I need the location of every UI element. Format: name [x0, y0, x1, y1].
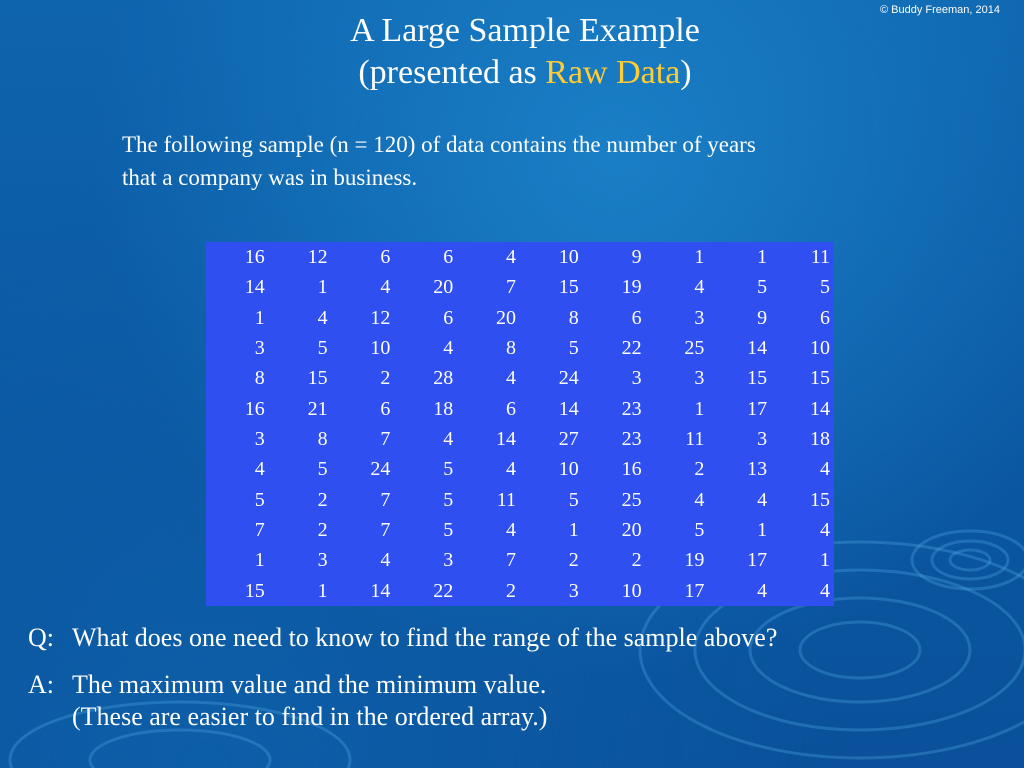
- table-cell: 1: [254, 549, 265, 572]
- table-cell: 27: [558, 428, 579, 451]
- table-cell: 20: [621, 519, 642, 542]
- table-cell: 5: [254, 488, 265, 511]
- table-cell: 14: [244, 276, 265, 299]
- table-cell: 24: [558, 367, 579, 390]
- table-cell: 15: [810, 488, 830, 511]
- table-cell: 14: [370, 579, 391, 602]
- table-row: [206, 454, 834, 484]
- table-cell: 20: [433, 276, 454, 299]
- table-cell: 10: [370, 337, 391, 360]
- table-cell: 4: [505, 367, 516, 390]
- title-line-2: [0, 52, 1024, 94]
- table-cell: 2: [380, 367, 391, 390]
- table-cell: 14: [810, 397, 830, 420]
- table-cell: 4: [380, 549, 391, 572]
- table-row: [206, 303, 834, 333]
- table-cell: 4: [254, 458, 265, 481]
- table-cell: 4: [757, 488, 768, 511]
- table-cell: 14: [558, 397, 579, 420]
- table-cell: 5: [443, 519, 454, 542]
- table-cell: 1: [757, 246, 768, 269]
- table-cell: 10: [558, 246, 579, 269]
- table-cell: 4: [505, 458, 516, 481]
- table-cell: 6: [443, 246, 454, 269]
- slide-title: [0, 10, 1024, 94]
- table-cell: 6: [380, 246, 391, 269]
- table-cell: 11: [496, 488, 516, 511]
- table-cell: 5: [317, 337, 328, 360]
- table-cell: 4: [820, 519, 830, 542]
- table-cell: 4: [694, 276, 705, 299]
- table-cell: 10: [558, 458, 579, 481]
- table-cell: 3: [254, 337, 265, 360]
- table-cell: 6: [443, 306, 454, 329]
- table-cell: 15: [558, 276, 579, 299]
- table-cell: 4: [317, 306, 328, 329]
- title-line-2-suffix: ): [680, 54, 692, 91]
- table-cell: 13: [747, 458, 768, 481]
- table-cell: 3: [757, 428, 768, 451]
- table-cell: 6: [505, 397, 516, 420]
- table-cell: 7: [380, 488, 391, 511]
- table-cell: 8: [317, 428, 328, 451]
- table-cell: 2: [568, 549, 579, 572]
- table-cell: 2: [694, 458, 705, 481]
- table-row: [206, 333, 834, 363]
- table-cell: 3: [443, 549, 454, 572]
- table-cell: 10: [621, 579, 642, 602]
- table-row: [206, 242, 834, 272]
- table-cell: 12: [370, 306, 391, 329]
- table-cell: 15: [810, 367, 830, 390]
- table-cell: 17: [747, 549, 768, 572]
- table-cell: 16: [244, 397, 265, 420]
- table-cell: 18: [810, 428, 830, 451]
- table-cell: 5: [820, 276, 830, 299]
- table-cell: 4: [820, 458, 830, 481]
- table-cell: 1: [694, 397, 705, 420]
- table-cell: 14: [495, 428, 516, 451]
- table-cell: 22: [433, 579, 454, 602]
- question: [28, 622, 777, 654]
- table-cell: 3: [254, 428, 265, 451]
- table-cell: 3: [317, 549, 328, 572]
- table-cell: 4: [443, 337, 454, 360]
- table-cell: 12: [307, 246, 328, 269]
- table-cell: 4: [757, 579, 768, 602]
- raw-data-table: [206, 242, 834, 606]
- table-cell: 23: [621, 428, 642, 451]
- table-cell: 25: [684, 337, 705, 360]
- table-cell: 4: [694, 488, 705, 511]
- table-cell: 17: [747, 397, 768, 420]
- table-cell: 18: [433, 397, 454, 420]
- answer-label: A:: [28, 670, 54, 699]
- table-cell: 20: [495, 306, 516, 329]
- table-cell: 4: [505, 519, 516, 542]
- table-cell: 5: [443, 488, 454, 511]
- answer: [28, 669, 546, 701]
- table-cell: 6: [820, 306, 830, 329]
- table-cell: 23: [621, 397, 642, 420]
- table-cell: 3: [694, 367, 705, 390]
- table-cell: 28: [433, 367, 454, 390]
- table-cell: 5: [568, 488, 579, 511]
- copyright-notice: © Buddy Freeman, 2014: [879, 4, 1000, 16]
- table-row: [206, 424, 834, 454]
- table-row: [206, 363, 834, 393]
- table-cell: 15: [244, 579, 265, 602]
- table-cell: 4: [820, 579, 830, 602]
- table-cell: 3: [631, 367, 642, 390]
- table-cell: 15: [307, 367, 328, 390]
- table-row: [206, 485, 834, 515]
- table-cell: 1: [254, 306, 265, 329]
- table-cell: 5: [694, 519, 705, 542]
- answer-text: The maximum value and the minimum value.: [72, 670, 547, 699]
- table-cell: 1: [694, 246, 705, 269]
- table-row: [206, 515, 834, 545]
- table-cell: 5: [568, 337, 579, 360]
- table-cell: 19: [621, 276, 642, 299]
- table-cell: 11: [810, 246, 830, 269]
- table-cell: 4: [505, 246, 516, 269]
- table-cell: 11: [685, 428, 705, 451]
- table-cell: 1: [757, 519, 768, 542]
- table-cell: 21: [307, 397, 328, 420]
- intro-paragraph: [122, 128, 922, 194]
- table-cell: 1: [317, 276, 328, 299]
- table-cell: 8: [568, 306, 579, 329]
- table-cell: 6: [631, 306, 642, 329]
- table-cell: 7: [380, 519, 391, 542]
- intro-line-1: The following sample (n = 120) of data contains the number of years: [122, 132, 756, 157]
- table-row: [206, 576, 834, 606]
- title-line-2-prefix: (presented as: [358, 54, 546, 91]
- table-cell: 5: [757, 276, 768, 299]
- table-row: [206, 394, 834, 424]
- table-cell: 4: [443, 428, 454, 451]
- table-cell: 7: [380, 428, 391, 451]
- table-cell: 2: [317, 488, 328, 511]
- answer-note: (These are easier to find in the ordered array.): [72, 702, 548, 731]
- table-cell: 1: [820, 549, 830, 572]
- table-cell: 19: [684, 549, 705, 572]
- table-cell: 5: [317, 458, 328, 481]
- table-cell: 2: [317, 519, 328, 542]
- table-cell: 24: [370, 458, 391, 481]
- intro-line-2: that a company was in business.: [122, 165, 418, 190]
- table-cell: 7: [505, 549, 516, 572]
- table-cell: 14: [747, 337, 768, 360]
- table-cell: 3: [694, 306, 705, 329]
- table-cell: 7: [505, 276, 516, 299]
- table-cell: 2: [505, 579, 516, 602]
- title-highlight-raw-data: Raw Data: [545, 54, 681, 91]
- question-text: What does one need to know to find the range of the sample above?: [72, 623, 778, 652]
- title-line-1: A Large Sample Example: [350, 12, 700, 49]
- table-cell: 4: [380, 276, 391, 299]
- table-cell: 1: [317, 579, 328, 602]
- table-cell: 25: [621, 488, 642, 511]
- table-cell: 3: [568, 579, 579, 602]
- table-cell: 2: [631, 549, 642, 572]
- table-row: [206, 545, 834, 575]
- table-row: [206, 272, 834, 302]
- table-cell: 22: [621, 337, 642, 360]
- table-cell: 9: [631, 246, 642, 269]
- table-cell: 5: [443, 458, 454, 481]
- table-cell: 1: [568, 519, 579, 542]
- table-cell: 8: [254, 367, 265, 390]
- table-cell: 10: [810, 337, 830, 360]
- table-cell: 17: [684, 579, 705, 602]
- table-cell: 6: [380, 397, 391, 420]
- table-cell: 9: [757, 306, 768, 329]
- table-cell: 16: [621, 458, 642, 481]
- question-label: Q:: [28, 623, 54, 652]
- table-cell: 15: [747, 367, 768, 390]
- table-cell: 16: [244, 246, 265, 269]
- table-cell: 8: [505, 337, 516, 360]
- table-cell: 7: [254, 519, 265, 542]
